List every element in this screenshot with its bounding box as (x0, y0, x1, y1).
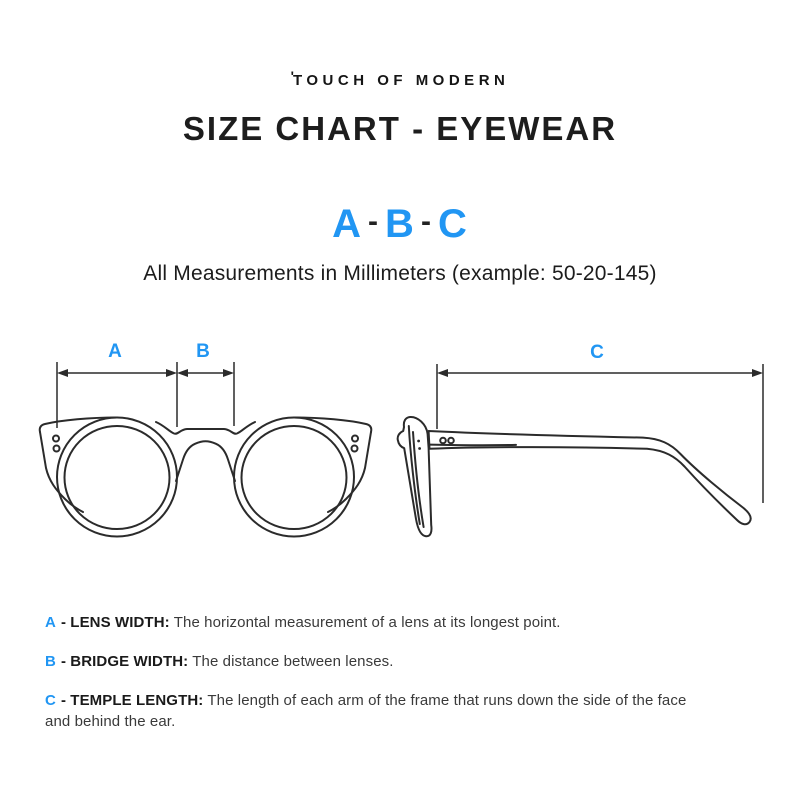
definition-lens-width (45, 612, 695, 633)
definition-letter: C (45, 692, 56, 709)
glasses-front-drawing (40, 418, 372, 537)
temple-rivet-left (440, 438, 446, 444)
brand-logo-text: TOUCH OF MODERN (292, 72, 510, 89)
formula-letter-b: B (385, 202, 415, 246)
definition-description: The length of each arm of the frame that runs down the side of the face and behind the ear. (45, 692, 687, 730)
formula-letter-c: C (437, 202, 468, 246)
left-lens-outer-rim (57, 418, 177, 537)
brand-logo-tick: ' (290, 68, 294, 84)
formula-hyphen: - (420, 205, 432, 238)
right-rivet-top (352, 436, 358, 442)
bridge-top-line (156, 422, 255, 434)
left-rivet-top (53, 436, 59, 442)
dimension-label-b: B (196, 341, 210, 362)
page-title: SIZE CHART - EYEWEAR (182, 110, 618, 147)
lens-profile-blade (398, 417, 432, 536)
definition-term: - TEMPLE LENGTH: (60, 692, 204, 709)
glasses-side-drawing (398, 417, 751, 536)
definitions-list (45, 612, 695, 750)
formula-hyphen: - (368, 205, 380, 238)
definition-bridge-width (45, 651, 695, 672)
arrowhead (166, 369, 177, 377)
left-lens-inner-edge (65, 426, 170, 529)
arrowhead (223, 369, 234, 377)
definition-description: The distance between lenses. (192, 653, 394, 670)
dimension-label-c: C (590, 342, 604, 363)
definition-term: - LENS WIDTH: (60, 614, 170, 631)
left-brow-line (40, 418, 117, 433)
blade-rivet-dot-bottom (418, 447, 421, 450)
dimension-label-a: A (108, 341, 122, 362)
definition-temple-length (45, 690, 695, 732)
temple-taper-line (430, 445, 517, 446)
right-rivet-bottom (352, 446, 358, 452)
measurement-subtitle: All Measurements in Millimeters (example: 50-20-145) (143, 262, 657, 285)
arrowhead (752, 369, 763, 377)
right-lens-outer-rim (234, 418, 354, 537)
definition-term: - BRIDGE WIDTH: (60, 653, 189, 670)
formula-letter-a: A (332, 202, 363, 246)
temple-rivet-right (448, 438, 454, 444)
blade-rivet-dot-top (417, 440, 420, 443)
right-lens-inner-edge (242, 426, 347, 529)
definition-letter: A (45, 614, 56, 631)
arrowhead (177, 369, 188, 377)
arrowhead (57, 369, 68, 377)
left-rivet-bottom (54, 446, 60, 452)
keyhole-bridge-curve (176, 441, 235, 481)
definition-description: The horizontal measurement of a lens at its longest point. (173, 614, 561, 631)
definition-letter: B (45, 653, 56, 670)
arrowhead (437, 369, 448, 377)
right-brow-line (294, 418, 371, 433)
